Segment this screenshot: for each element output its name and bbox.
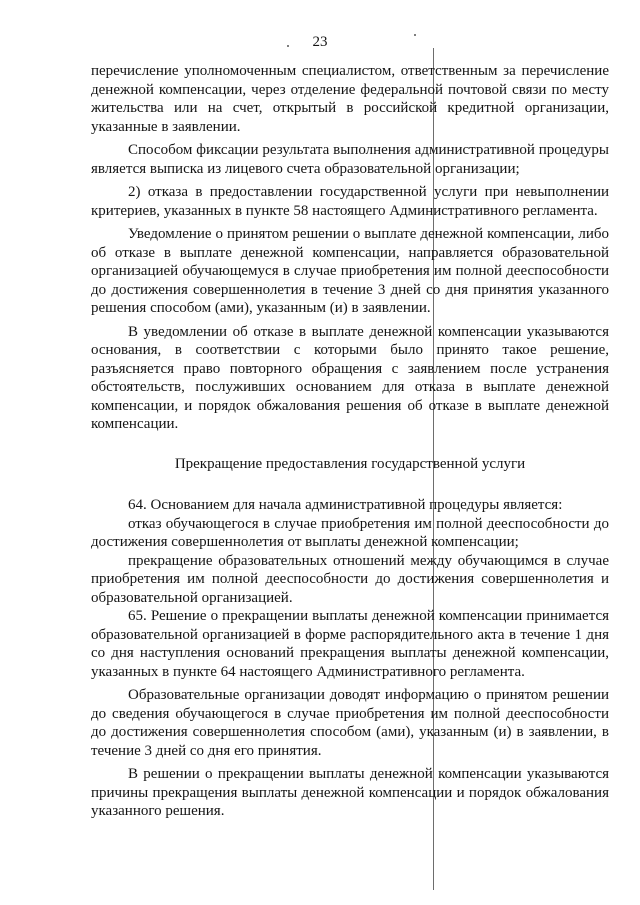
scan-speck (414, 34, 416, 36)
paragraph: 65. Решение о прекращении выплаты денежной компенсации принимается образовательной организацией в форме распорядительного акта в течение 1 дня со дня наступления оснований прекращения выплаты денежной компенсации, указанных в пункте 64 настоящего Административного регламента. (91, 608, 609, 680)
paragraph: Уведомление о принятом решении о выплате денежной компенсации, либо об отказе в выплате денежной компенсации, направляется образовательной организацией обучающемуся в случае приобретения им полной дееспособности до достижения совершеннолетия в течение 3 дней со дня принятия указанного решения способом (ами), указанным (и) в заявлении. (91, 226, 609, 316)
paragraph: 64. Основанием для начала административной процедуры является: (128, 497, 563, 513)
paragraph: Способом фиксации результата выполнения административной процедуры является выписка из лицевого счета образовательной организации; (91, 142, 609, 177)
paragraph: отказ обучающегося в случае приобретения им полной дееспособности до достижения совершеннолетия от выплаты денежной компенсации; (91, 515, 609, 550)
paragraph: Образовательные организации доводят информацию о принятом решении до сведения обучающегося в случае приобретения им полной дееспособности до достижения совершеннолетия способом (ами), указанным (и) в заявлении, в течение 3 дней со дня его принятия. (91, 687, 609, 759)
section-heading: Прекращение предоставления государственной услуги (174, 455, 526, 472)
paragraph: В решении о прекращении выплаты денежной компенсации указываются причины прекращения выплаты денежной компенсации и порядок обжалования указанного решения. (91, 766, 609, 819)
paragraph: 2) отказа в предоставлении государственной услуги при невыполнении критериев, указанных в пункте 58 настоящего Административного регламента. (91, 184, 609, 219)
scan-speck (287, 45, 289, 47)
document-body (91, 62, 609, 821)
paragraph: прекращение образовательных отношений между обучающимся в случае приобретения им полной дееспособности до достижения совершеннолетия и образовательной организацией. (91, 552, 609, 606)
page-number: 23 (312, 34, 328, 50)
paragraph: перечисление уполномоченным специалистом, ответственным за перечисление денежной компенсации, через отделение федеральной почтовой связи по месту жительства или на счет, открытый в российской кредитной организации, указанные в заявлении. (91, 63, 609, 135)
paragraph: В уведомлении об отказе в выплате денежной компенсации указываются основания, в соответствии с которыми было принято такое решение, разъясняется право повторного обращения с заявлением после устранения обстоятельств, послуживших основанием для отказа в выплате денежной компенсации, и порядок обжалования решения об отказе в выплате денежной компенсации. (91, 323, 609, 432)
